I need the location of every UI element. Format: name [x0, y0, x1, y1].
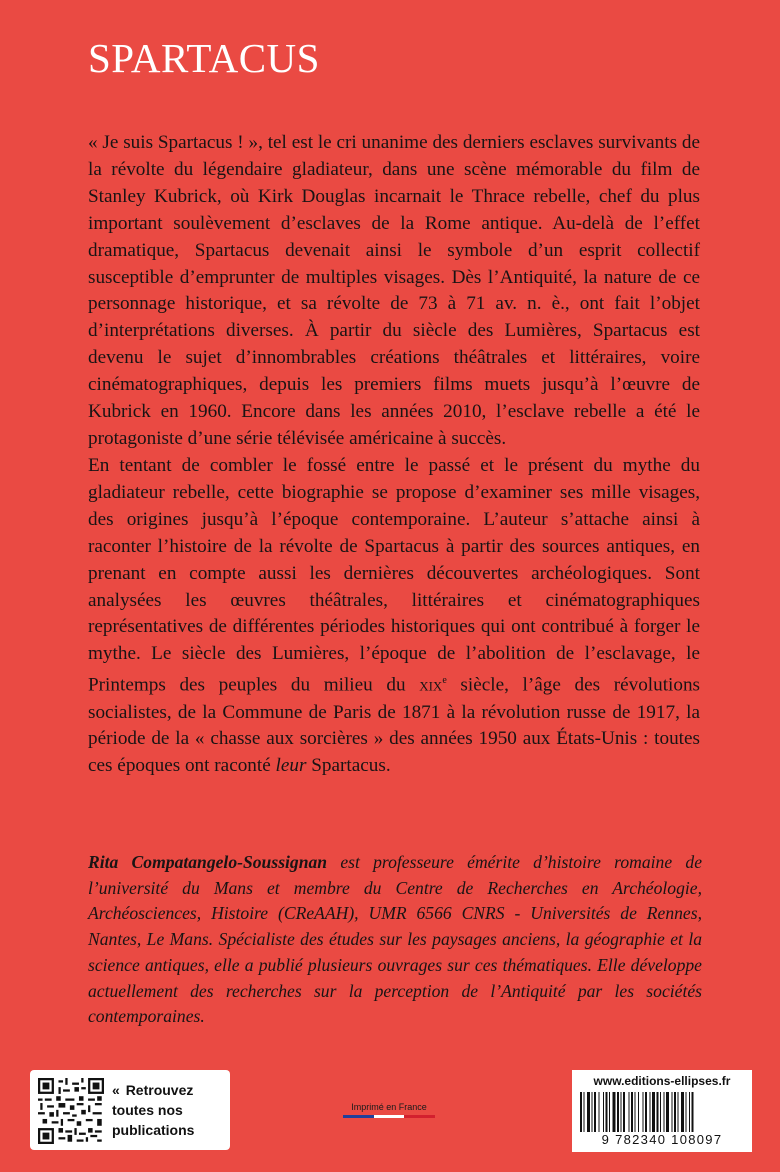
century-superscript: e [442, 675, 447, 687]
qr-panel[interactable] [30, 1070, 230, 1150]
qr-label: Retrouvez toutes nos publications [112, 1082, 195, 1138]
qr-code-icon[interactable] [38, 1078, 104, 1144]
book-title: SPARTACUS [88, 35, 320, 81]
double-chevron-icon: « [112, 1082, 120, 1098]
paragraph-2-part-b: siècle, l’âge des révolutions socialistes, de la Commune de Paris de 1871 à la révolution russe de 1917, la période de la « chasse aux sorcières » des années 1950 aux États-Unis : toutes ces époques ont raconté [88, 674, 701, 777]
paragraph-2-italic: leur [275, 755, 307, 777]
century-numeral: xix [419, 674, 443, 696]
paragraph-2-end: Spartacus. [311, 755, 391, 777]
publisher-website[interactable]: www.editions-ellipses.fr [593, 1074, 731, 1088]
paragraph-2-part-a: En tentant de combler le fossé entre le passé et le présent du mythe du gladiateur rebelle, cette biographie se propose d’examiner ses mille visages, des origines jusqu’à l’époque contemporaine. L’auteur s’attache ainsi à raconter l’histoire de la révolte de Spartacus à partir des sources antiques, en prenant en compte aussi les dernières découvertes archéologiques. Sont analysées les œuvres théâtrales, littéraires et cinématographiques représentatives de différentes périodes historiques qui ont contribué à forger le mythe. Le siècle des Lumières, l’époque de l’abolition de l’esclavage, le Printemps des peuples du milieu du [88, 455, 700, 696]
summary-paragraph-1: « Je suis Spartacus ! », tel est le cri unanime des derniers esclaves survivants de la révolte du légendaire gladiateur, dans une scène mémorable du film de Stanley Kubrick, où Kirk Douglas incarnait le Thrace rebelle, chef du plus important soulèvement d’esclaves de la Rome antique. Au-delà de l’effet dramatique, Spartacus devenait ainsi le symbole d’un esprit collectif susceptible d’emprunter de multiples visages. Dès l’Antiquité, la nature de ce personnage historique, et sa révolte de 73 à 71 av. n. è., ont fait l’objet d’interprétations diverses. À partir du siècle des Lumières, Spartacus est devenu le sujet d’innombrables créations théâtrales et littéraires, voire cinématographiques, depuis les premiers films muets jusqu’à l’œuvre de Kubrick en 1960. Encore dans les années 2010, l’esclave rebelle a été le protagoniste d’une série télévisée américaine à succès. [88, 132, 700, 449]
author-bio-text: est professeure émérite d’histoire romaine de l’université du Mans et membre du Centre de Recherches en Archéologie, Archéosciences, Histoire (CReAAH), UMR 6566 CNRS - Universités de Rennes, Nantes, Le Mans. Spécialiste des études sur les paysages anciens, la géographie et la science antiques, elle a publié plusieurs ouvrages sur ces thématiques. Elle développe actuellement des recherches sur la perception de l’Antiquité par les sociétés contemporaines. [88, 852, 702, 1027]
barcode-panel [572, 1070, 752, 1152]
french-flag-icon [343, 1115, 435, 1118]
qr-caption [112, 1080, 228, 1140]
author-name: Rita Compatangelo-Soussignan [88, 852, 328, 872]
printed-in-france [343, 1102, 435, 1118]
author-bio [88, 850, 702, 1030]
isbn-number: 9 782340 108097 [601, 1132, 723, 1147]
printed-in-france-label: Imprimé en France [351, 1102, 427, 1112]
barcode-icon [578, 1092, 746, 1132]
summary-paragraph-2 [88, 453, 700, 780]
